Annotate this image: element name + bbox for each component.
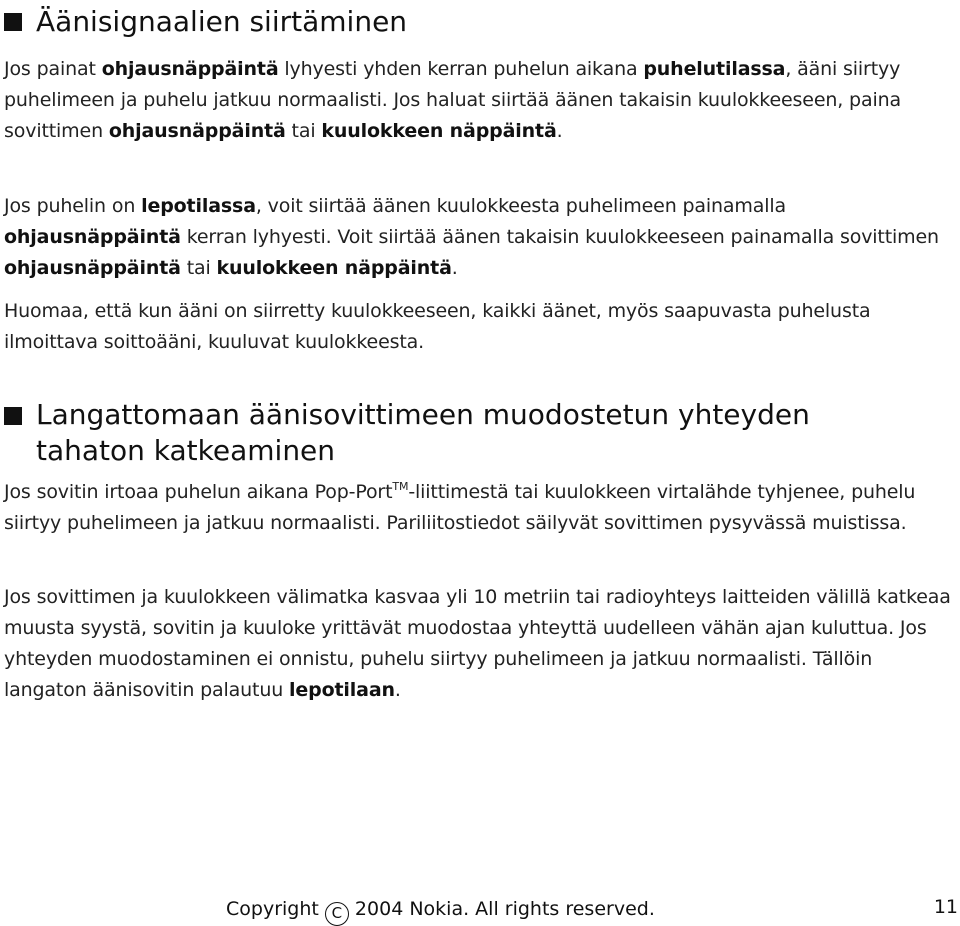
text-run: , voit siirtää äänen kuulokkeesta puhelimeen painamalla: [255, 195, 787, 217]
text-run: kerran lyhyesti. Voit siirtää äänen takaisin kuulokkeeseen painamalla sovittimen: [180, 226, 939, 248]
text-run: .: [451, 257, 458, 279]
bold-term: kuulokkeen näppäintä: [216, 257, 452, 279]
paragraph-note-ringtone: [4, 296, 954, 358]
copyright-text: 2004 Nokia. All rights reserved.: [348, 898, 655, 920]
text-run: Jos sovittimen ja kuulokkeen välimatka kasvaa yli 10 metriin tai radioyhteys laitteiden välillä katkeaa muusta syystä, sovitin ja kuuloke yrittävät muodostaa yhteyttä uudelleen vähän ajan kuluttua. Jos yhteyden muodostaminen ei onnistu, puhelu siirtyy puhelimeen ja jatkuu normaalisti. Tällöin langaton äänisovitin palautuu: [4, 586, 951, 701]
text-run: -liittimestä tai kuulokkeen virtalähde tyhjenee, puhelu siirtyy puhelimeen ja jatkuu normaalisti. Pariliitostiedot säilyvät sovittimen pysyvässä muistissa.: [4, 481, 916, 534]
bold-term: puhelutilassa: [643, 58, 786, 80]
heading-text-line-2: tahaton katkeaminen: [36, 434, 336, 467]
heading-square-marker-icon: [4, 407, 22, 425]
section-heading-disconnection: [4, 397, 810, 469]
text-run: tai: [285, 120, 322, 142]
page-number: 11: [933, 896, 958, 918]
text-run: tai: [180, 257, 217, 279]
text-run: lyhyesti yhden kerran puhelun aikana: [278, 58, 644, 80]
paragraph-call-transfer: [4, 54, 954, 147]
heading-text-line-1: Langattomaan äänisovittimeen muodostetun yhteyden: [36, 398, 810, 431]
section-heading-audio-transfer: [4, 4, 407, 40]
copyright-icon: C: [325, 902, 349, 926]
text-run: Jos sovitin irtoaa puhelun aikana Pop-Port: [4, 481, 393, 503]
text-run: Jos painat: [4, 58, 102, 80]
bold-term: ohjausnäppäintä: [101, 58, 279, 80]
trademark-superscript: TM: [392, 480, 409, 493]
heading-text: Äänisignaalien siirtäminen: [36, 5, 408, 38]
bold-term: ohjausnäppäintä: [4, 226, 181, 248]
bold-term: ohjausnäppäintä: [4, 257, 181, 279]
bold-term: kuulokkeen näppäintä: [321, 120, 557, 142]
bold-term: lepotilaan: [289, 679, 395, 701]
copyright-prefix: Copyright: [226, 898, 325, 920]
text-run: , ääni siirtyy puhelimeen ja puhelu jatkuu normaalisti. Jos haluat siirtää äänen takaisin kuulokkeeseen, paina sovittimen: [4, 58, 901, 142]
text-run: .: [394, 679, 401, 701]
copyright-notice: [226, 897, 655, 926]
text-run: .: [556, 120, 563, 142]
paragraph-range-lost: [4, 582, 954, 706]
text-run: Huomaa, että kun ääni on siirretty kuulokkeeseen, kaikki äänet, myös saapuvasta puhelusta ilmoittava soittoääni, kuuluvat kuulokkeesta.: [4, 300, 871, 353]
paragraph-standby-transfer: [4, 191, 954, 284]
paragraph-adapter-detached: [4, 477, 954, 539]
bold-term: lepotilassa: [141, 195, 256, 217]
text-run: Jos puhelin on: [4, 195, 142, 217]
bold-term: ohjausnäppäintä: [108, 120, 286, 142]
heading-square-marker-icon: [4, 13, 22, 31]
